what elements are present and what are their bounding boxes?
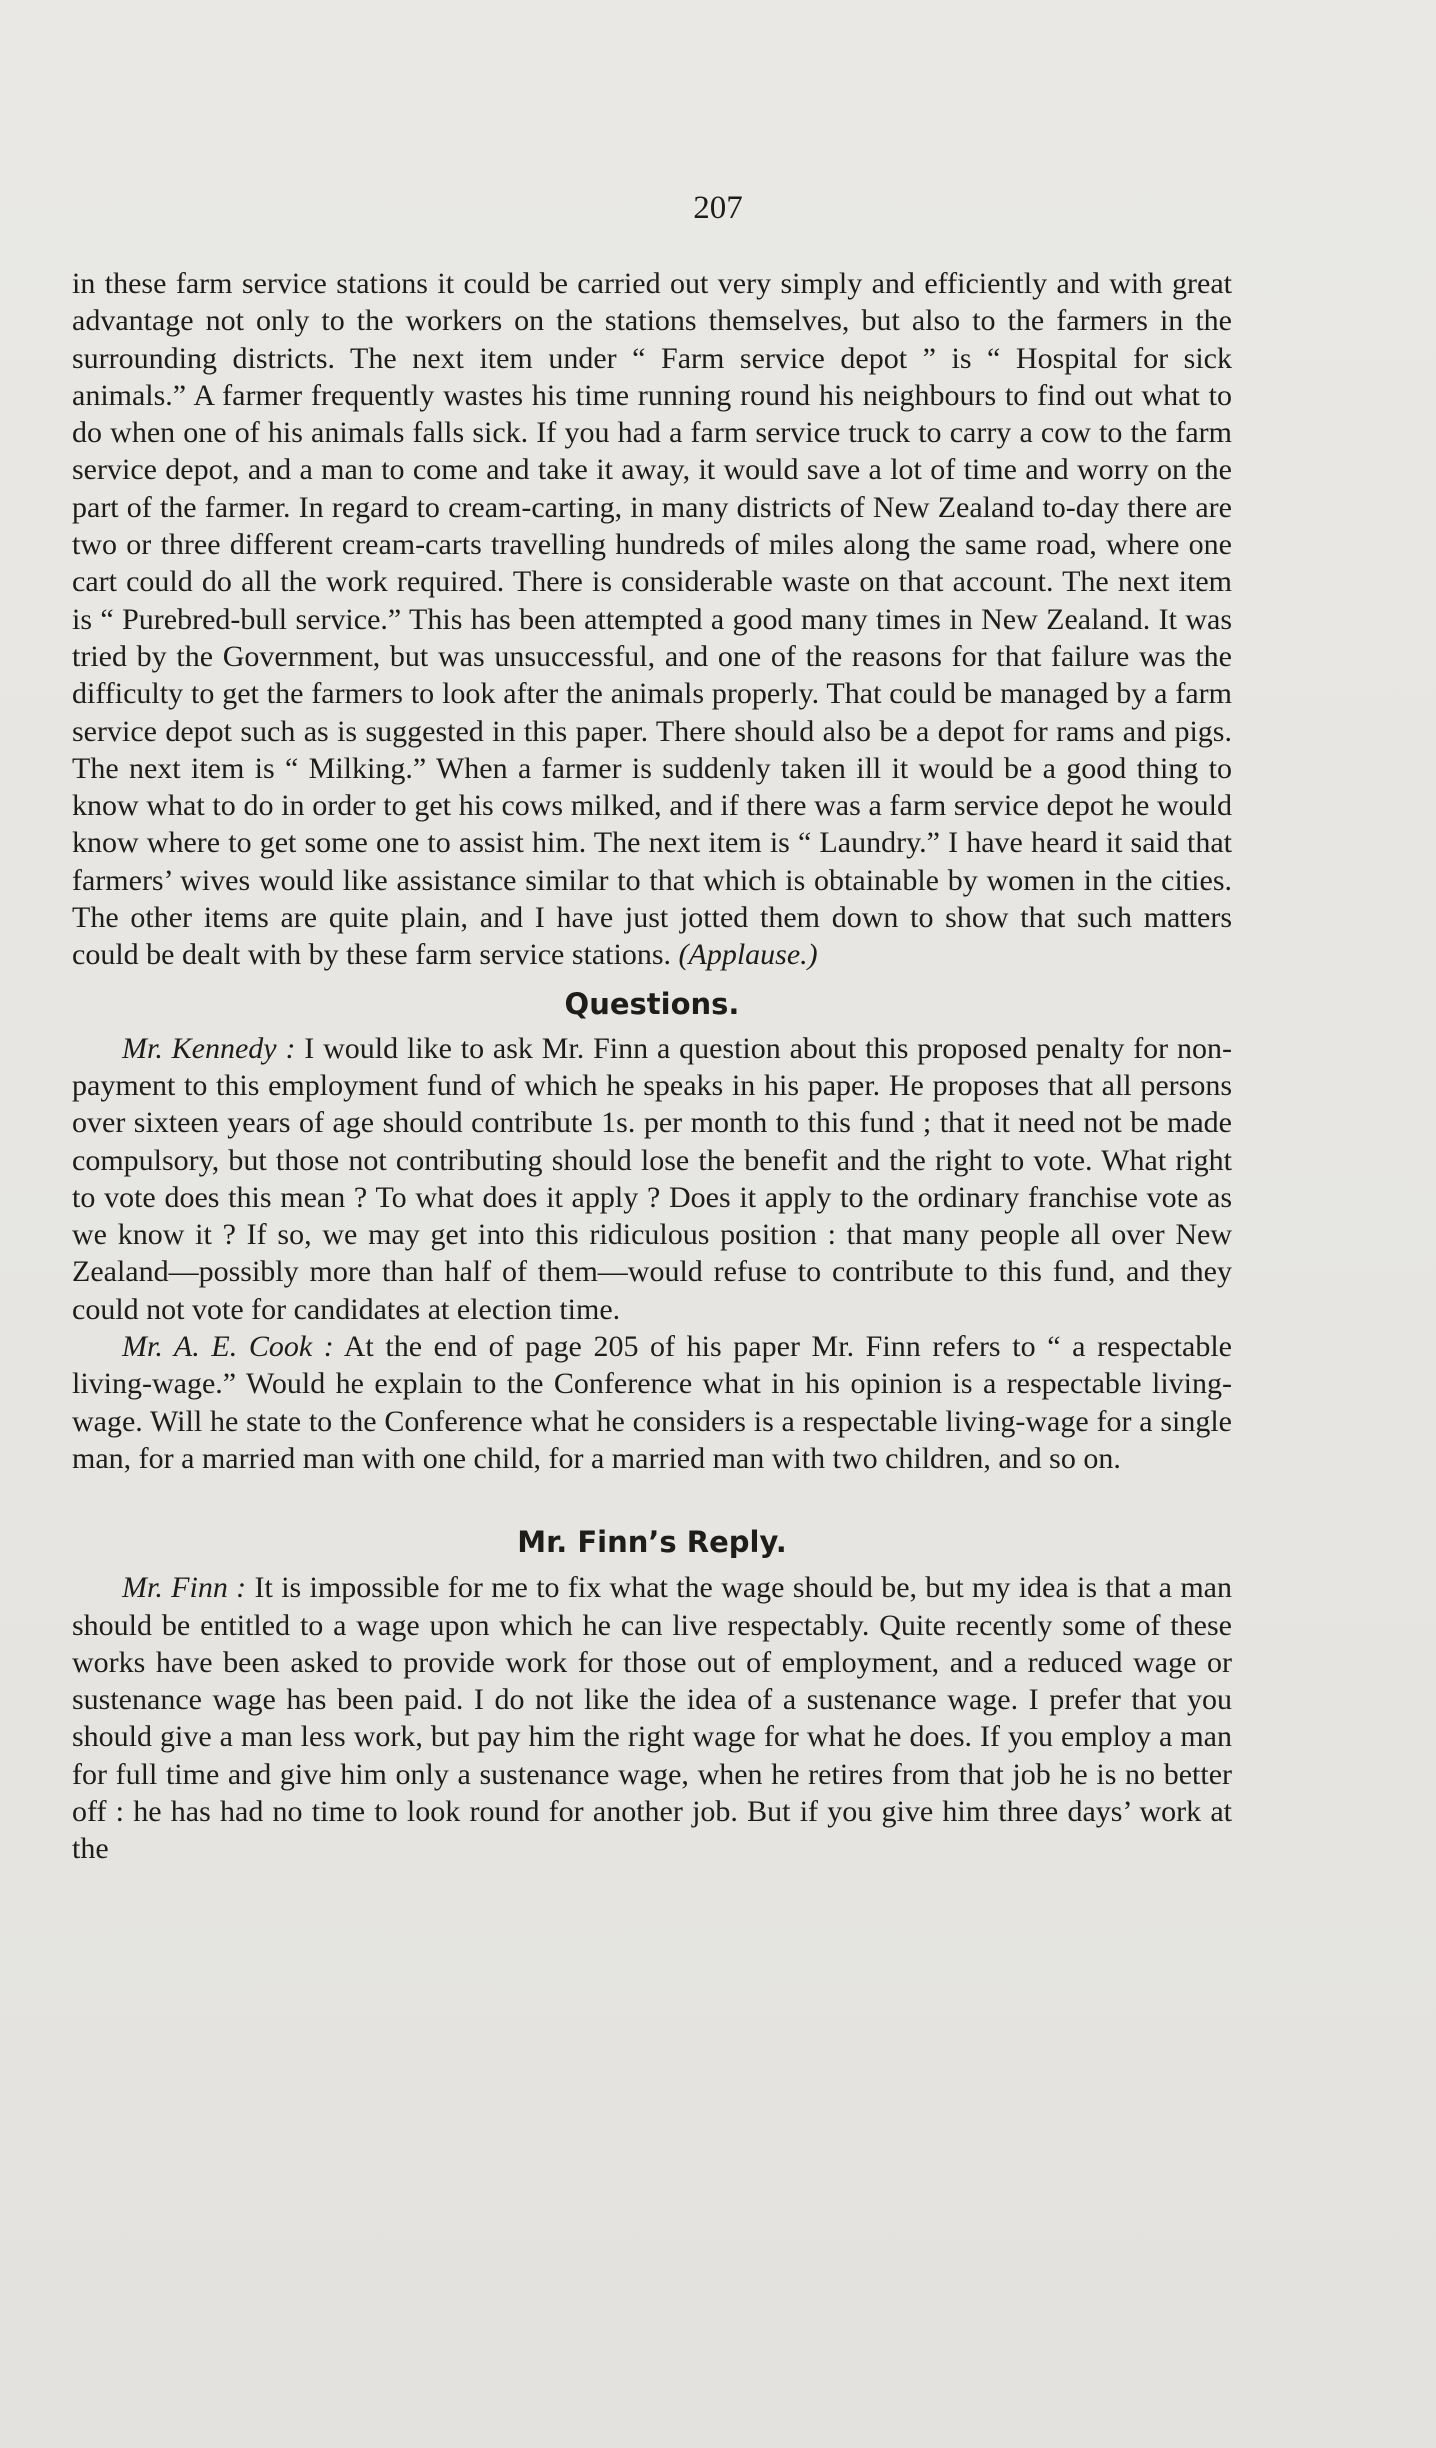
applause-note: (Applause.): [678, 938, 818, 972]
speaker-cook: Mr. A. E. Cook :: [122, 1330, 334, 1364]
kennedy-question: [72, 1030, 1232, 1328]
intro-text: in these farm service stations it could be carried out very simply and efficiently and with great advantage not only to the workers on the stations themselves, but also to the farmers in the surrounding districts. The next item under “ Farm service depot ” is “ Hospital for sick animals.” A farmer frequently wastes his time running round his neighbours to find out what to do when one of his animals falls sick. If you had a farm service truck to carry a cow to the farm service depot, and a man to come and take it away, it would save a lot of time and worry on the part of the farmer. In regard to cream-carting, in many districts of New Zealand to-day there are two or three different cream-carts travelling hundreds of miles along the same road, where one cart could do all the work required. There is considerable waste on that account. The next item is “ Purebred-bull service.” This has been attempted a good many times in New Zealand. It was tried by the Government, but was unsuccessful, and one of the reasons for that failure was the difficulty to get the farmers to look after the animals properly. That could be managed by a farm service depot such as is suggested in this paper. There should also be a depot for rams and pigs. The next item is “ Milking.” When a farmer is suddenly taken ill it would be a good thing to know what to do in order to get his cows milked, and if there was a farm service depot he would know where to get some one to assist him. The next item is “ Laundry.” I have heard it said that farmers’ wives would like assistance similar to that which is obtainable by women in the cities. The other items are quite plain, and I have just jotted them down to show that such matters could be dealt with by these farm service stations.: [72, 267, 1232, 972]
speaker-kennedy: Mr. Kennedy :: [122, 1031, 296, 1065]
body-text: [72, 265, 1232, 1868]
finn-reply: [72, 1569, 1232, 1867]
questions-heading: Questions.: [564, 986, 740, 1021]
speaker-finn: Mr. Finn :: [122, 1571, 247, 1605]
page-number: 207: [693, 190, 743, 226]
intro-paragraph: [72, 265, 1232, 974]
cook-question: [72, 1328, 1232, 1477]
cook-text: At the end of page 205 of his paper Mr. Finn refers to “ a respectable living-wage.” Would he explain to the Conference what in his opinion is a respectable living-wage. Will he state to the Conference what he considers is a respectable living-wage for a single man, for a married man with one child, for a married man with two children, and so on.: [72, 1330, 1232, 1475]
kennedy-text: I would like to ask Mr. Finn a question about this proposed penalty for non-payment to this employment fund of which he speaks in his paper. He proposes that all persons over sixteen years of age should contribute 1s. per month to this fund ; that it need not be made compulsory, but those not contributing should lose the benefit and the right to vote. What right to vote does this mean ? To what does it apply ? Does it apply to the ordinary franchise vote as we know it ? If so, we may get into this ridiculous position : that many people all over New Zealand—possibly more than half of them—would refuse to contribute to this fund, and they could not vote for candidates at election time.: [72, 1031, 1232, 1326]
reply-heading: Mr. Finn’s Reply.: [517, 1525, 787, 1560]
finn-text: It is impossible for me to fix what the wage should be, but my idea is that a man should be entitled to a wage upon which he can live respectably. Quite recently some of these works have been asked to provide work for those out of employment, and a reduced wage or sustenance wage has been paid. I do not like the idea of a sustenance wage. I prefer that you should give a man less work, but pay him the right wage for what he does. If you employ a man for full time and give him only a sustenance wage, when he retires from that job he is no better off : he has had no time to look round for another job. But if you give him three days’ work at the: [72, 1571, 1232, 1866]
